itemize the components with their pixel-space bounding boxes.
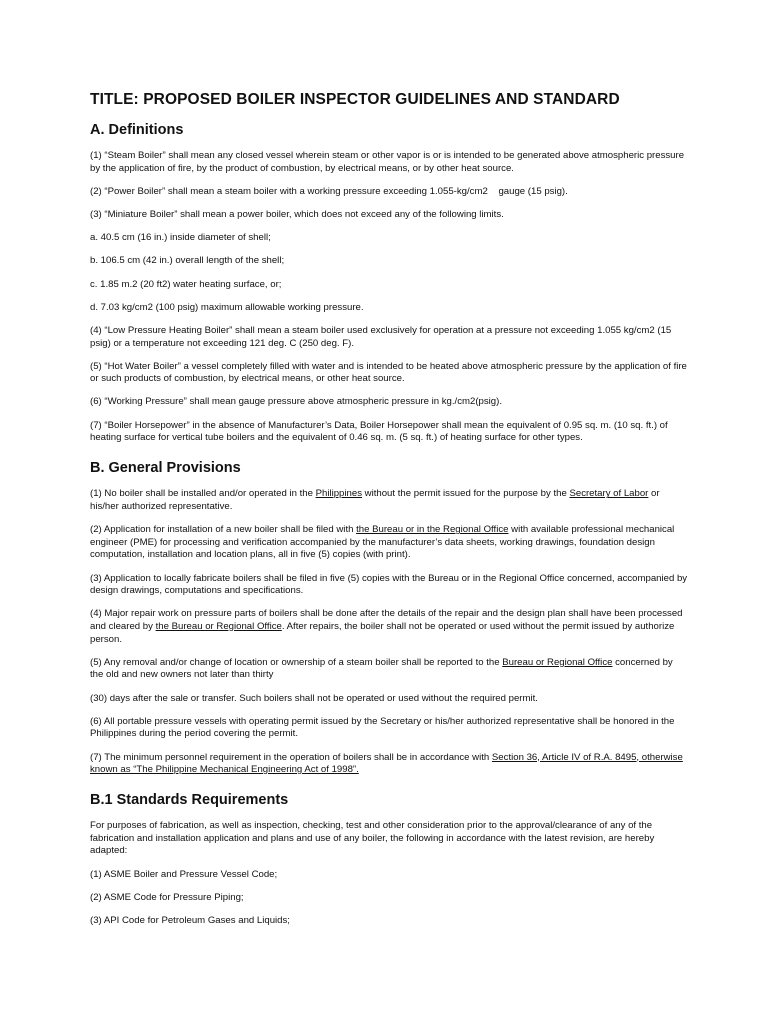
provision-4-text: (4) Major repair work on pressure parts of boilers shall be done after the details of the repair and the design plan shall have been processed and cleared by — [90, 608, 683, 632]
limit-item-c: c. 1.85 m.2 (20 ft2) water heating surface, or; — [90, 278, 282, 290]
provision-4-underline-bureau: the Bureau or Regional Office — [155, 620, 282, 632]
provision-1-text-2: without the permit issued for the purpose by the — [362, 488, 570, 500]
standard-item-2: (2) ASME Code for Pressure Piping; — [90, 891, 244, 903]
provision-1-underline-philippines: Philippines — [315, 488, 362, 500]
section-heading-standards-requirements: B.1 Standards Requirements — [90, 792, 289, 809]
provision-4-text-2: . After repairs, the boiler shall not be operated or used without the permit issued by authorize person. — [90, 620, 675, 645]
standard-item-3: (3) API Code for Petroleum Gases and Liquids; — [90, 915, 290, 927]
definition-miniature-boiler: (3) “Miniature Boiler” shall mean a power boiler, which does not exceed any of the following limits. — [90, 208, 504, 220]
provision-2 — [90, 524, 688, 562]
provision-7-underline-ra8495: Section 36, Article IV of R.A. 8495, otherwise known as “The Philippine Mechanical Engineering Act of 1998”. — [90, 751, 683, 776]
provision-5-text-2: concerned by the old and new owners not later than thirty — [90, 656, 673, 681]
definition-power-boiler: (2) “Power Boiler” shall mean a steam boiler with a working pressure exceeding 1.055-kg/cm2 gauge (15 psig). — [90, 185, 568, 197]
provision-6: (6) All portable pressure vessels with operating permit issued by the Secretary or his/her authorized representative shall be honored in the Philippines during the period covering the permit. — [90, 715, 675, 740]
limit-item-b: b. 106.5 cm (42 in.) overall length of the shell; — [90, 255, 285, 267]
provision-1 — [90, 488, 688, 513]
provision-5-text: (5) Any removal and/or change of location or ownership of a steam boiler shall be reported to the — [90, 656, 503, 668]
definition-working-pressure: (6) “Working Pressure” shall mean gauge pressure above atmospheric pressure in kg./cm2(psig). — [90, 396, 502, 408]
limit-item-d: d. 7.03 kg/cm2 (100 psig) maximum allowable working pressure. — [90, 301, 364, 313]
provision-7 — [90, 752, 688, 777]
document-title: TITLE: PROPOSED BOILER INSPECTOR GUIDELINES AND STANDARD — [90, 91, 620, 108]
provision-5-continued: (30) days after the sale or transfer. Such boilers shall not be operated or used without the required permit. — [90, 692, 538, 704]
definition-low-pressure-heating-boiler: (4) “Low Pressure Heating Boiler” shall mean a steam boiler used exclusively for operation at a pressure not exceeding 1.055 kg/cm2 (15 psig) or a temperature not exceeding 121 deg. C (250 deg. F). — [90, 324, 672, 349]
definition-boiler-horsepower: (7) “Boiler Horsepower” in the absence of Manufacturer’s Data, Boiler Horsepower shall mean the equivalent of 0.95 sq. m. (10 sq. ft.) of heating surface for vertical tube boilers and the equivalent of 0.46 sq. m. (5 sq. ft.) of heating surface for other types. — [90, 419, 668, 444]
provision-2-text-2: with available professional mechanical engineer (PME) for processing and verification accompanied by the manufacturer’s data sheets, working drawings, foundation design computation, installation and location plans, all in five (5) copies (with print). — [90, 524, 675, 561]
section-heading-general-provisions: B. General Provisions — [90, 460, 241, 477]
provision-1-underline-secretary: Secretary of Labor — [569, 488, 649, 500]
definition-hot-water-boiler: (5) “Hot Water Boiler” a vessel completely filled with water and is intended to be heated above atmospheric pressure by the application of fire or such products of combustion, by electrical means, or other heat source. — [90, 360, 687, 385]
standards-intro: For purposes of fabrication, as well as inspection, checking, test and other consideration prior to the approval/clearance of any of the fabrication and installation application and plans and use of any boiler, the following in accordance with the latest revision, are hereby adapted: — [90, 820, 655, 857]
provision-2-text: (2) Application for installation of a new boiler shall be filed with — [90, 524, 357, 536]
provision-5 — [90, 657, 688, 682]
provision-1-text: (1) No boiler shall be installed and/or operated in the — [90, 488, 316, 500]
provision-1-text-3: or his/her authorized representative. — [90, 488, 660, 513]
standard-item-1: (1) ASME Boiler and Pressure Vessel Code; — [90, 868, 278, 880]
definition-steam-boiler: (1) “Steam Boiler” shall mean any closed vessel wherein steam or other vapor is or is intended to be generated above atmospheric pressure by the application of fire, by the product of combustion, by electrical means, or by other heat source. — [90, 150, 685, 174]
section-heading-definitions: A. Definitions — [90, 122, 184, 138]
provision-7-text: (7) The minimum personnel requirement in the operation of boilers shall be in accordance with — [90, 751, 492, 763]
provision-4 — [90, 608, 688, 646]
provision-5-underline-bureau: Bureau or Regional Office — [502, 656, 613, 668]
limit-item-a: a. 40.5 cm (16 in.) inside diameter of shell; — [90, 232, 271, 244]
provision-3: (3) Application to locally fabricate boilers shall be filed in five (5) copies with the Bureau or in the Regional Office concerned, accompanied by design drawings, computations and specifications. — [90, 572, 688, 597]
provision-2-underline-bureau: the Bureau or in the Regional Office — [356, 524, 509, 536]
